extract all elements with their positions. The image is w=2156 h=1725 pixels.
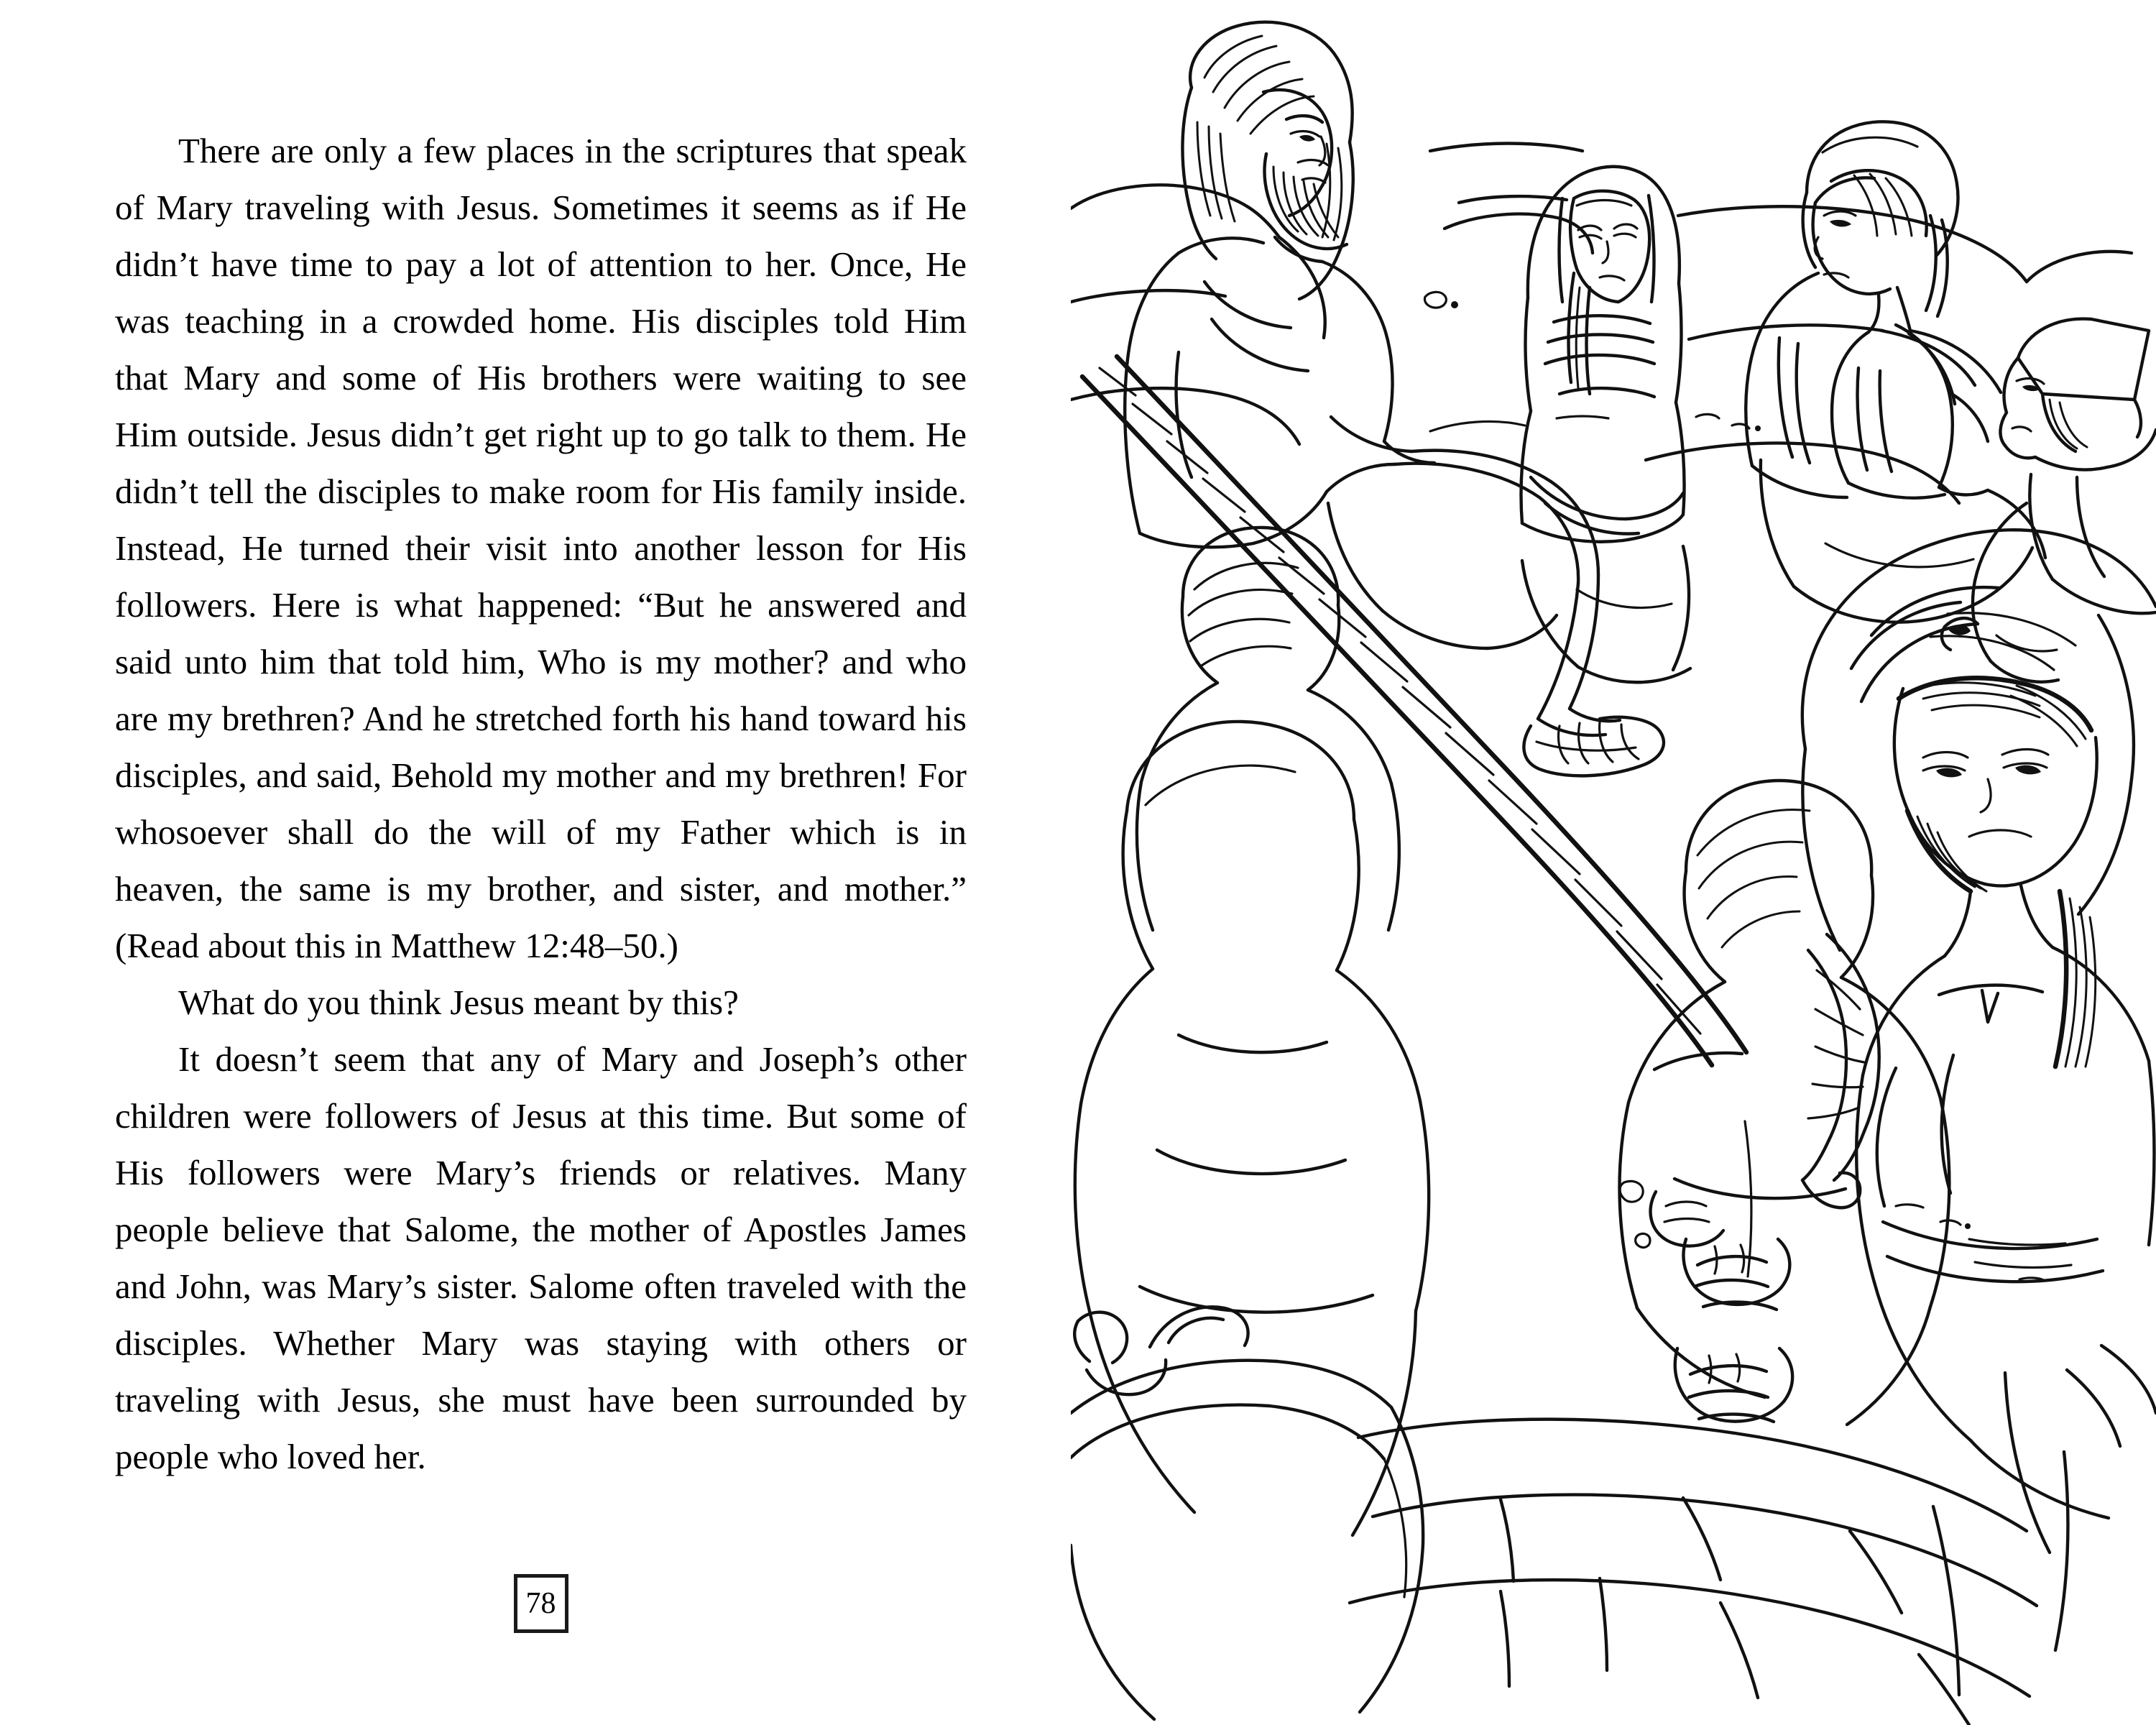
rock-ground-shapes: [1071, 144, 2132, 504]
scene-illustration: [1071, 0, 2156, 1725]
figure-young-man: [1746, 121, 2045, 622]
paragraph-3: It doesn’t seem that any of Mary and Joseph’s other children were followers of Jesus at this time. But some of His followers were Mary’s friends or relatives. Many people believe that Salome, the mother of Apostles James and John, was Mary’s sister. Salome often traveled with the disciples. Whether Mary was staying with others or traveling with Jesus, she must have been surrounded by people who loved her.: [115, 1039, 967, 1476]
stone-well: [1350, 1420, 2037, 1725]
figure-braided-listener: [1620, 781, 1950, 1425]
page-number: 78: [514, 1574, 568, 1633]
body-text-column: [115, 122, 967, 1485]
line-art-svg: [1071, 0, 2156, 1725]
figure-veiled-woman: [1521, 167, 1691, 683]
paragraph-2: What do you think Jesus meant by this?: [178, 983, 739, 1022]
page-number-container: [115, 1574, 967, 1633]
figure-capped-man: [1942, 319, 2156, 682]
water-jar: [1071, 1307, 1423, 1719]
figure-hooded-listener: [1075, 722, 1429, 1535]
figure-mary-foreground: [1802, 530, 2156, 1695]
paragraph-1: There are only a few places in the scriptures that speak of Mary traveling with Jesus. Sometimes it seems as if He didn’t have time to pay a lot of attention to her. Once, He was teaching in a crowded home. His disciples told Him that Mary and some of His brothers were waiting to see Him outside. Jesus didn’t get right up to go talk to them. He didn’t tell the disciples to make room for His family inside. Instead, He turned their visit into another lesson for His followers. Here is what happened: “But he answered and said unto him that told him, Who is my mother? and who are my brethren? And he stretched forth his hand toward his disciples, and said, Behold my mother and my brethren! For whosoever shall do the will of my Father which is in heaven, the same is my brother, and sister, and mother.” (Read about this in Matthew 12:48–50.): [115, 131, 967, 965]
hands-on-rope: [1675, 1239, 1792, 1422]
